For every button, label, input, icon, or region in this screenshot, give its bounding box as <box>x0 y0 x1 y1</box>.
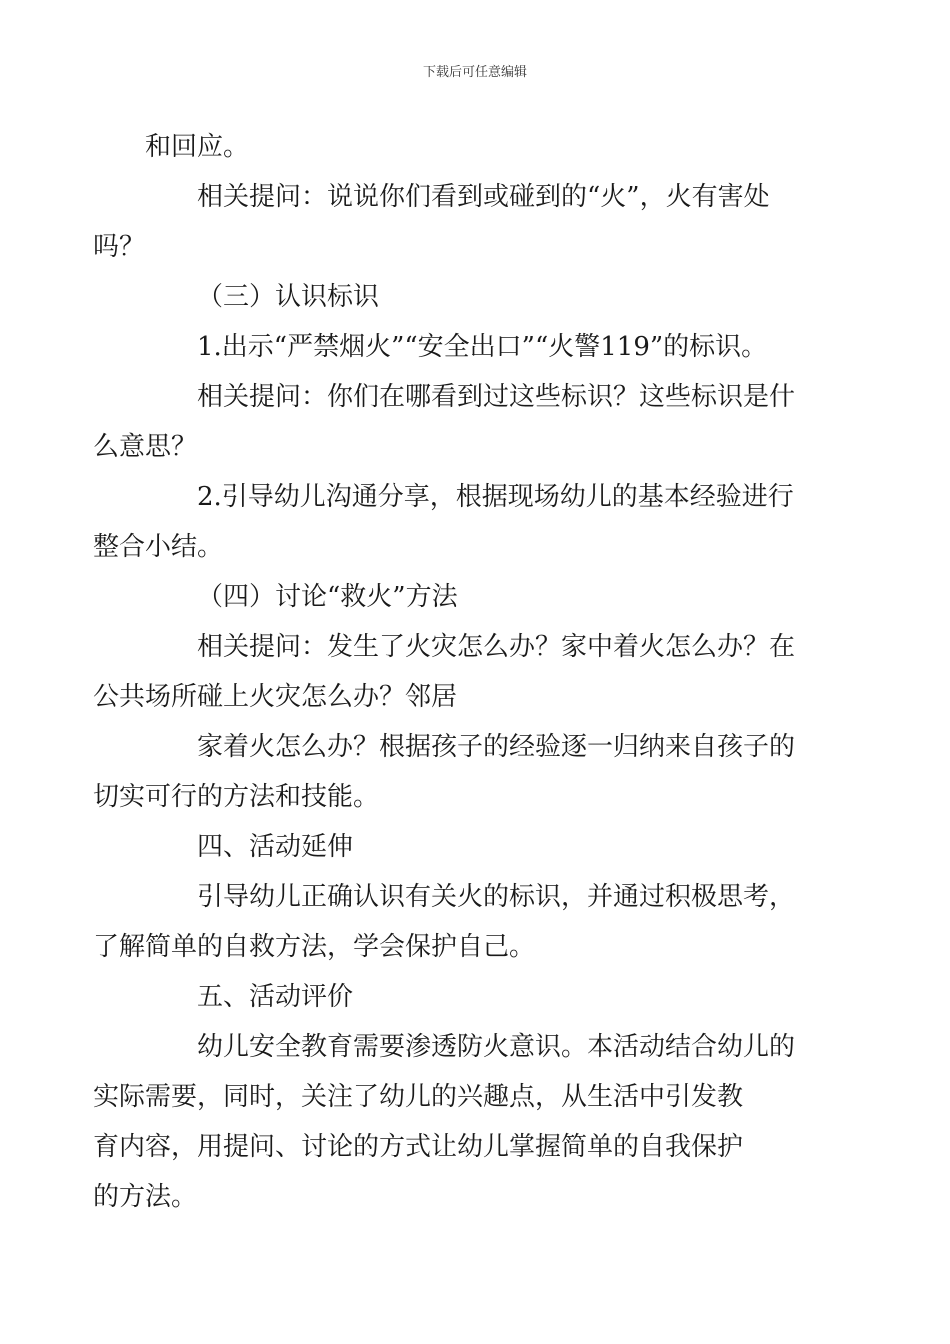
text-line: 引导幼儿正确认识有关火的标识，并通过积极思考， <box>197 882 796 912</box>
paragraph-guide-sharing <box>93 472 810 572</box>
text-line: （四）讨论“救火”方法 <box>197 582 458 612</box>
text-line: 1.出示“严禁烟火”“安全出口”“火警119”的标识。 <box>197 332 768 362</box>
text-line: 四、活动延伸 <box>197 832 354 862</box>
text-line: 吗？ <box>93 232 146 262</box>
section-heading-firefighting <box>145 572 810 622</box>
text-line: 相关提问：说说你们看到或碰到的“火”，火有害处 <box>197 182 770 212</box>
text-line: 实际需要，同时，关注了幼儿的兴趣点，从生活中引发教 <box>93 1082 744 1112</box>
paragraph-question-signs <box>93 372 810 472</box>
text-line: 公共场所碰上火灾怎么办？邻居 <box>93 682 458 712</box>
paragraph-neighbor-fire <box>93 722 810 822</box>
text-line: 的方法。 <box>93 1182 198 1212</box>
section-heading-evaluation <box>145 972 810 1022</box>
document-body <box>93 122 810 1222</box>
text-line: 育内容，用提问、讨论的方式让幼儿掌握简单的自我保护 <box>93 1132 744 1162</box>
text-line: 么意思？ <box>93 432 198 462</box>
text-line: （三）认识标识 <box>197 282 380 312</box>
paragraph-show-signs <box>145 322 810 372</box>
text-line: 幼儿安全教育需要渗透防火意识。本活动结合幼儿的 <box>197 1032 796 1062</box>
text-line: 家着火怎么办？根据孩子的经验逐一归纳来自孩子的 <box>197 732 796 762</box>
text-line: 五、活动评价 <box>197 982 354 1012</box>
text-line: 和回应。 <box>145 132 250 162</box>
text-line: 切实可行的方法和技能。 <box>93 782 380 812</box>
paragraph-question-fire-response <box>93 622 810 722</box>
text-line: 了解简单的自救方法，学会保护自己。 <box>93 932 536 962</box>
section-heading-extension <box>145 822 810 872</box>
page-header: 下载后可任意编辑 <box>422 65 527 80</box>
text-line: 相关提问：发生了火灾怎么办？家中着火怎么办？在 <box>197 632 796 662</box>
paragraph-question-fire-harm <box>93 172 810 272</box>
text-line: 相关提问：你们在哪看到过这些标识？这些标识是什 <box>197 382 796 412</box>
paragraph-evaluation <box>93 1022 810 1222</box>
text-line: 2.引导幼儿沟通分享，根据现场幼儿的基本经验进行 <box>197 482 794 512</box>
text-line: 整合小结。 <box>93 532 224 562</box>
paragraph-response <box>145 122 810 172</box>
section-heading-signs <box>145 272 810 322</box>
paragraph-extension <box>93 872 810 972</box>
